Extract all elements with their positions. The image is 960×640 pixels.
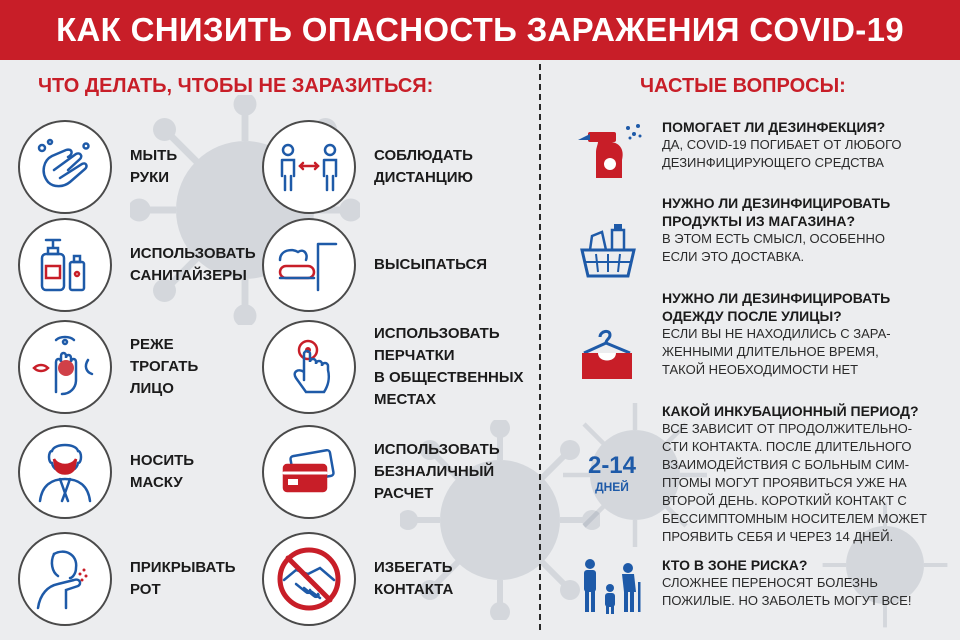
faq-answer: ВСЕ ЗАВИСИТ ОТ ПРОДОЛЖИТЕЛЬНО- СТИ КОНТАКТА. ПОСЛЕ ДЛИТЕЛЬНОГО ВЗАИМОДЕЙСТВИЯ С БОЛЬНЫМ СИМ- ПТОМЫ МОГУТ ПРОЯВИТЬСЯ УЖЕ НА ВТОРОЙ ДЕНЬ. КОРОТКИЙ КОНТАКТ С БЕССИМПТОМНЫМ НОСИТЕЛЕМ МОЖЕТ ПРОЯВИТЬ СЕБЯ И ЧЕРЕЗ 14 ДНЕЙ.	[662, 421, 927, 544]
column-divider	[539, 64, 541, 630]
tip-wash-hands	[18, 120, 177, 214]
faq-answer: ДА, COVID-19 ПОГИБАЕТ ОТ ЛЮБОГО ДЕЗИНФИЦИРУЮЩЕГО СРЕДСТВА	[662, 137, 902, 170]
tip-label: РЕЖЕ ТРОГАТЬ ЛИЦО	[130, 336, 199, 397]
tip-label: ВЫСЫПАТЬСЯ	[374, 256, 488, 273]
faq-answer: СЛОЖНЕЕ ПЕРЕНОСЯТ БОЛЕЗНЬ ПОЖИЛЫЕ. НО ЗАБОЛЕТЬ МОГУТ ВСЕ!	[662, 575, 912, 608]
faq-answer: В ЭТОМ ЕСТЬ СМЫСЛ, ОСОБЕННО ЕСЛИ ЭТО ДОСТАВКА.	[662, 231, 885, 264]
tip-label: СОБЛЮДАТЬ ДИСТАНЦИЮ	[374, 147, 474, 186]
tip-avoid-contact	[262, 532, 453, 626]
header-banner	[0, 0, 960, 60]
faq-question: КТО В ЗОНЕ РИСКА?	[662, 557, 808, 573]
page-title: КАК СНИЗИТЬ ОПАСНОСТЬ ЗАРАЖЕНИЯ COVID-19	[56, 11, 904, 48]
touch-face-icon	[18, 320, 112, 414]
hand-washing-icon	[18, 120, 112, 214]
faq-question: КАКОЙ ИНКУБАЦИОННЫЙ ПЕРИОД?	[662, 403, 919, 419]
incubation-days-value: 2-14	[587, 452, 637, 479]
incubation-days-unit: ДНЕЙ	[595, 480, 629, 494]
tip-keep-distance	[262, 120, 473, 214]
left-section-title: ЧТО ДЕЛАТЬ, ЧТОБЫ НЕ ЗАРАЗИТЬСЯ:	[38, 75, 434, 97]
clothes-hanger-icon	[578, 327, 638, 383]
family-icon	[578, 558, 648, 616]
tip-cover-mouth	[18, 532, 236, 626]
tip-use-gloves	[262, 320, 524, 414]
tip-sleep-well	[262, 218, 487, 312]
tip-label: ПРИКРЫВАТЬ РОТ	[130, 559, 236, 598]
faq-question: НУЖНО ЛИ ДЕЗИНФИЦИРОВАТЬ ОДЕЖДУ ПОСЛЕ УЛИЦЫ?	[662, 290, 891, 324]
tip-label: ИСПОЛЬЗОВАТЬ ПЕРЧАТКИ В ОБЩЕСТВЕННЫХ МЕСТАХ	[374, 325, 524, 408]
grocery-basket-icon	[578, 222, 638, 278]
faq-answer: ЕСЛИ ВЫ НЕ НАХОДИЛИСЬ С ЗАРА- ЖЕННЫМИ ДЛИТЕЛЬНОЕ ВРЕМЯ, ТАКОЙ НЕОБХОДИМОСТИ НЕТ	[662, 326, 891, 377]
right-section-title: ЧАСТЫЕ ВОПРОСЫ:	[640, 75, 846, 97]
tip-use-sanitizer	[18, 218, 256, 312]
tip-label: ИЗБЕГАТЬ КОНТАКТА	[374, 559, 454, 598]
tip-label: НОСИТЬ МАСКУ	[130, 452, 195, 491]
tip-touch-face-less	[18, 320, 198, 414]
faq-question: ПОМОГАЕТ ЛИ ДЕЗИНФЕКЦИЯ?	[662, 119, 886, 135]
glove-icon	[262, 320, 356, 414]
faq-question: НУЖНО ЛИ ДЕЗИНФИЦИРОВАТЬ ПРОДУКТЫ ИЗ МАГАЗИНА?	[662, 195, 891, 229]
spray-icon	[578, 120, 644, 182]
card-payment-icon	[262, 425, 356, 519]
no-handshake-icon	[262, 532, 356, 626]
tip-label: МЫТЬ РУКИ	[130, 147, 178, 186]
tip-wear-mask	[18, 425, 194, 519]
cover-mouth-icon	[18, 532, 112, 626]
tip-label: ИСПОЛЬЗОВАТЬ САНИТАЙЗЕРЫ	[130, 245, 256, 284]
sanitizer-icon	[18, 218, 112, 312]
tip-cashless-payment	[262, 425, 500, 519]
tip-label: ИСПОЛЬЗОВАТЬ БЕЗНАЛИЧНЫЙ РАСЧЕТ	[374, 441, 500, 502]
mask-icon	[18, 425, 112, 519]
sleep-icon	[262, 218, 356, 312]
distance-icon	[262, 120, 356, 214]
